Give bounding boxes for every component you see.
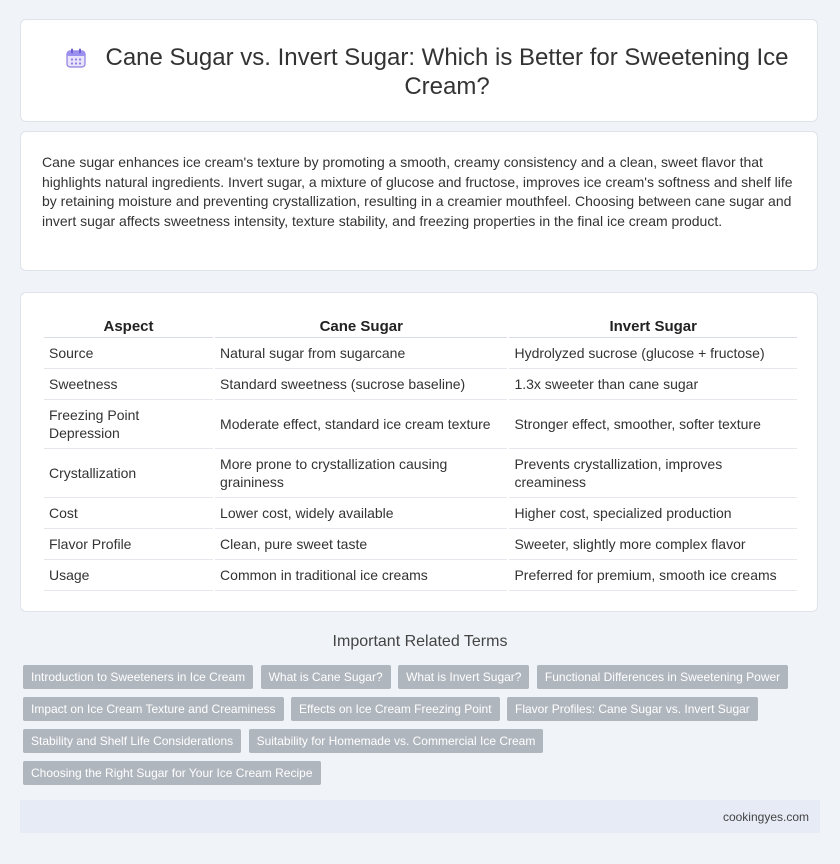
invert-sugar-cell: Stronger effect, smoother, softer texture bbox=[509, 400, 797, 449]
table-row bbox=[44, 498, 797, 529]
aspect-cell: Flavor Profile bbox=[44, 529, 213, 560]
cane-sugar-cell: Moderate effect, standard ice cream texture bbox=[215, 400, 507, 449]
related-term-tag[interactable]: Impact on Ice Cream Texture and Creaminess bbox=[23, 697, 284, 721]
comparison-table bbox=[42, 314, 799, 591]
invert-sugar-cell: 1.3x sweeter than cane sugar bbox=[509, 369, 797, 400]
aspect-cell: Freezing Point Depression bbox=[44, 400, 213, 449]
related-term-tag[interactable]: Flavor Profiles: Cane Sugar vs. Invert Sugar bbox=[507, 697, 758, 721]
page-title: Cane Sugar vs. Invert Sugar: Which is Better for Sweetening Ice Cream? bbox=[105, 44, 789, 100]
table-row bbox=[44, 369, 797, 400]
aspect-cell: Cost bbox=[44, 498, 213, 529]
aspect-cell: Source bbox=[44, 338, 213, 369]
header-cane-sugar: Cane Sugar bbox=[215, 314, 507, 338]
footer bbox=[20, 800, 820, 833]
invert-sugar-cell: Hydrolyzed sucrose (glucose + fructose) bbox=[509, 338, 797, 369]
related-terms-list bbox=[23, 665, 813, 793]
title-card bbox=[20, 19, 818, 122]
related-term-tag[interactable]: Suitability for Homemade vs. Commercial Ice Cream bbox=[249, 729, 544, 753]
table-row bbox=[44, 529, 797, 560]
related-term-tag[interactable]: Effects on Ice Cream Freezing Point bbox=[291, 697, 500, 721]
site-name[interactable]: cookingyes.com bbox=[722, 810, 809, 824]
table-row bbox=[44, 400, 797, 449]
cane-sugar-cell: Lower cost, widely available bbox=[215, 498, 507, 529]
cane-sugar-cell: Common in traditional ice creams bbox=[215, 560, 507, 591]
aspect-cell: Sweetness bbox=[44, 369, 213, 400]
invert-sugar-cell: Higher cost, specialized production bbox=[509, 498, 797, 529]
aspect-cell: Crystallization bbox=[44, 449, 213, 498]
cane-sugar-cell: Standard sweetness (sucrose baseline) bbox=[215, 369, 507, 400]
table-row bbox=[44, 338, 797, 369]
related-term-tag[interactable]: Introduction to Sweeteners in Ice Cream bbox=[23, 665, 253, 689]
invert-sugar-cell: Prevents crystallization, improves creaminess bbox=[509, 449, 797, 498]
invert-sugar-cell: Preferred for premium, smooth ice creams bbox=[509, 560, 797, 591]
related-terms-title: Important Related Terms bbox=[332, 633, 508, 650]
intro-paragraph: Cane sugar enhances ice cream's texture by promoting a smooth, creamy consistency and a clean, sweet flavor that highlights natural ingredients. Invert sugar, a mixture of glucose and fructose, improves ice cream's softness and shelf life by retaining moisture and preventing crystallization, resulting in a creamier mouthfeel. Choosing between cane sugar and invert sugar affects sweetness intensity, texture stability, and freezing properties in the final ice cream product. bbox=[42, 154, 793, 229]
cane-sugar-cell: Natural sugar from sugarcane bbox=[215, 338, 507, 369]
related-term-tag[interactable]: What is Cane Sugar? bbox=[261, 665, 391, 689]
related-term-tag[interactable]: Stability and Shelf Life Considerations bbox=[23, 729, 241, 753]
comparison-card bbox=[20, 292, 818, 612]
table-row bbox=[44, 449, 797, 498]
related-term-tag[interactable]: Choosing the Right Sugar for Your Ice Cream Recipe bbox=[23, 761, 321, 785]
cane-sugar-cell: More prone to crystallization causing graininess bbox=[215, 449, 507, 498]
header-aspect: Aspect bbox=[44, 314, 213, 338]
aspect-cell: Usage bbox=[44, 560, 213, 591]
cane-sugar-cell: Clean, pure sweet taste bbox=[215, 529, 507, 560]
table-header-row bbox=[44, 314, 797, 338]
table-row bbox=[44, 560, 797, 591]
intro-card bbox=[20, 131, 818, 271]
related-term-tag[interactable]: Functional Differences in Sweetening Power bbox=[537, 665, 788, 689]
invert-sugar-cell: Sweeter, slightly more complex flavor bbox=[509, 529, 797, 560]
header-invert-sugar: Invert Sugar bbox=[509, 314, 797, 338]
related-term-tag[interactable]: What is Invert Sugar? bbox=[398, 665, 529, 689]
